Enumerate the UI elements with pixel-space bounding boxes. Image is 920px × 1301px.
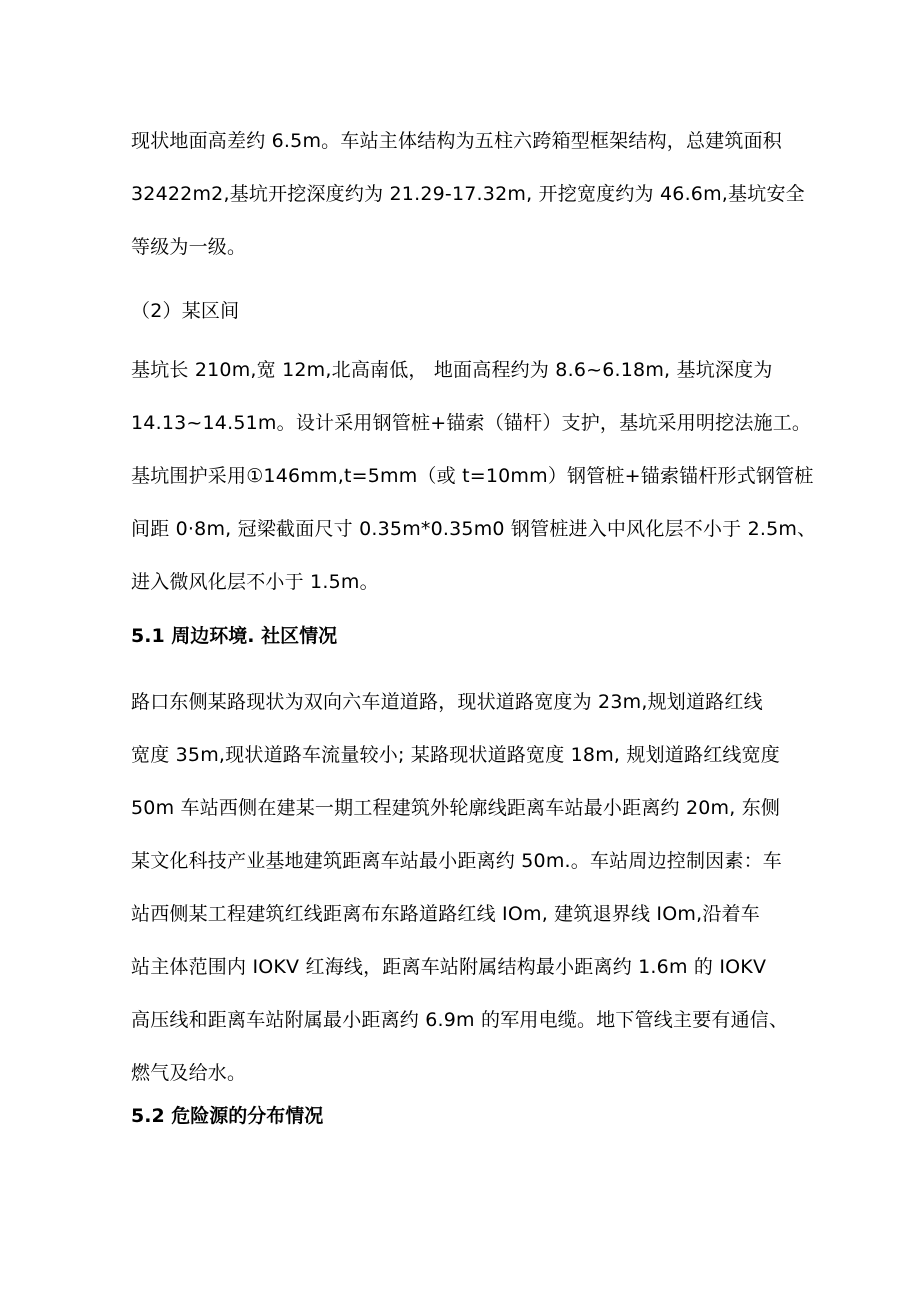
subsection-title: （2）某区间 — [131, 300, 240, 322]
paragraph-surroundings — [131, 676, 811, 1100]
text-line: 燃气及给水。 — [131, 1062, 247, 1084]
text-line: 站主体范围内 IOKV 红海线，距离车站附属结构最小距离约 1.6m 的 IOKV — [131, 956, 767, 978]
text-line: 基坑长 210m,宽 12m,北高南低， 地面高程约为 8.6~6.18m, 基坑深度为 — [131, 359, 773, 381]
text-line: 32422m2,基坑开挖深度约为 21.29-17.32m, 开挖宽度约为 46.6m,基坑安全 — [131, 183, 805, 205]
section-heading-5-2 — [131, 1101, 811, 1131]
text-line: 基坑围护采用①146mm,t=5mm（或 t=10mm）钢管桩+锚索锚杆形式钢管桩 — [131, 465, 814, 487]
text-line: 现状地面高差约 6.5m。车站主体结构为五柱六跨箱型框架结构，总建筑面积 — [131, 130, 782, 152]
text-line: 站西侧某工程建筑红线距离布东路道路红线 IOm, 建筑退界线 IOm,沿着车 — [131, 903, 760, 925]
paragraph-station-structure — [131, 115, 811, 274]
section-heading-5-1 — [131, 621, 811, 651]
text-line: 等级为一级。 — [131, 236, 247, 258]
text-line: 50m 车站西侧在建某一期工程建筑外轮廓线距离车站最小距离约 20m, 东侧 — [131, 797, 781, 819]
text-line: 路口东侧某路现状为双向六车道道路，现状道路宽度为 23m,规划道路红线 — [131, 691, 763, 713]
paragraph-section-pit — [131, 344, 817, 609]
text-line: 间距 0·8m, 冠梁截面尺寸 0.35m*0.35m0 钢管桩进入中风化层不小于 2.5m、 — [131, 518, 817, 540]
text-line: 某文化科技产业基地建筑距离车站最小距离约 50m.。车站周边控制因素：车 — [131, 850, 782, 872]
subsection-heading — [131, 285, 811, 338]
text-line: 高压线和距离车站附属最小距离约 6.9m 的军用电缆。地下管线主要有通信、 — [131, 1009, 789, 1031]
text-line: 宽度 35m,现状道路车流量较小; 某路现状道路宽度 18m, 规划道路红线宽度 — [131, 744, 781, 766]
section-title: 5.1 周边环境. 社区情况 — [131, 625, 338, 647]
text-line: 进入微风化层不小于 1.5m。 — [131, 571, 379, 593]
section-title: 5.2 危险源的分布情况 — [131, 1105, 324, 1127]
text-line: 14.13~14.51m。设计采用钢管桩+锚索（锚杆）支护，基坑采用明挖法施工。 — [131, 412, 812, 434]
